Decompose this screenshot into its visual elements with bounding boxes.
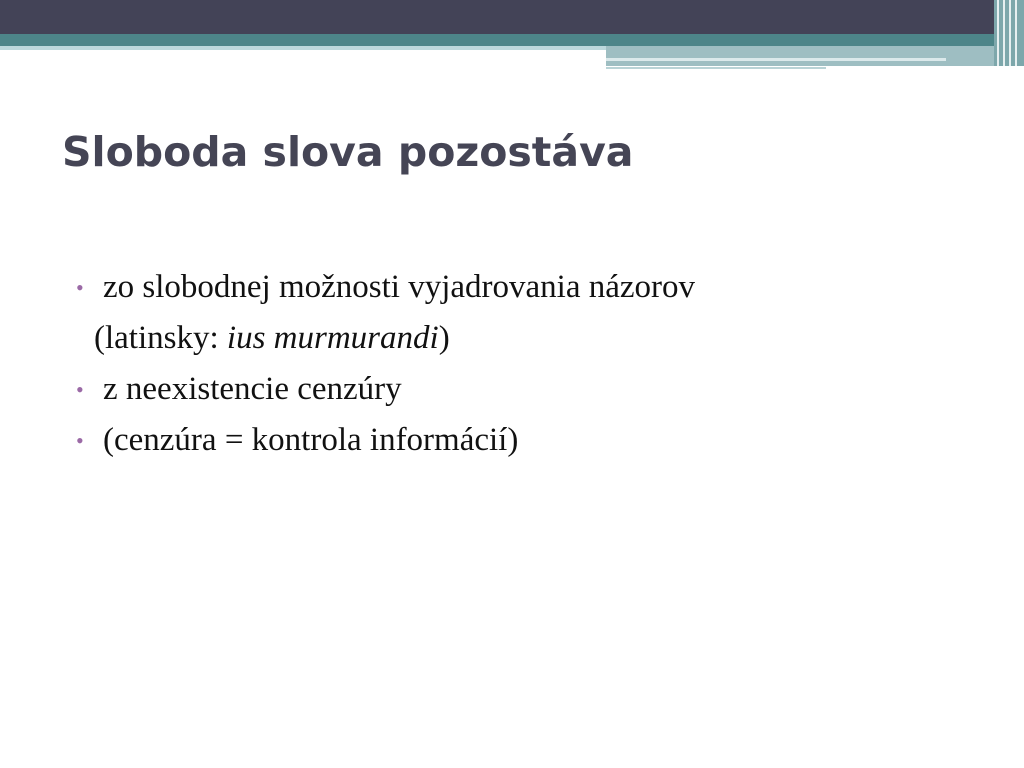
header-thin-line [606, 67, 826, 69]
header-step-band [606, 46, 1024, 66]
header-stripe [1009, 0, 1011, 66]
header-stripe [1003, 0, 1005, 66]
slide-title: Sloboda slova pozostáva [62, 128, 634, 176]
header-stripe [1015, 0, 1017, 66]
bullet-continuation [94, 313, 956, 364]
bullet-item [76, 364, 956, 415]
bullet-dot-icon: • [76, 377, 84, 402]
latin-suffix: ) [438, 320, 450, 356]
header-light-line [0, 46, 606, 50]
bullet-dot-icon: • [76, 428, 84, 453]
bullet-text: (cenzúra = kontrola informácií) [103, 422, 519, 458]
header-teal-band [0, 34, 1024, 46]
bullet-text: z neexistencie cenzúry [103, 371, 402, 407]
header-stripes [994, 0, 1024, 66]
latin-prefix: (latinsky: [94, 320, 227, 356]
latin-phrase: ius murmurandi [226, 320, 439, 356]
header-stripe [997, 0, 999, 66]
bullet-list [76, 262, 956, 466]
bullet-item [76, 262, 956, 364]
header-dark-band [0, 0, 1024, 34]
bullet-dot-icon: • [76, 275, 84, 300]
header-step-highlight [606, 58, 946, 61]
bullet-text: zo slobodnej možnosti vyjadrovania názorov [103, 269, 696, 305]
bullet-item [76, 415, 956, 466]
